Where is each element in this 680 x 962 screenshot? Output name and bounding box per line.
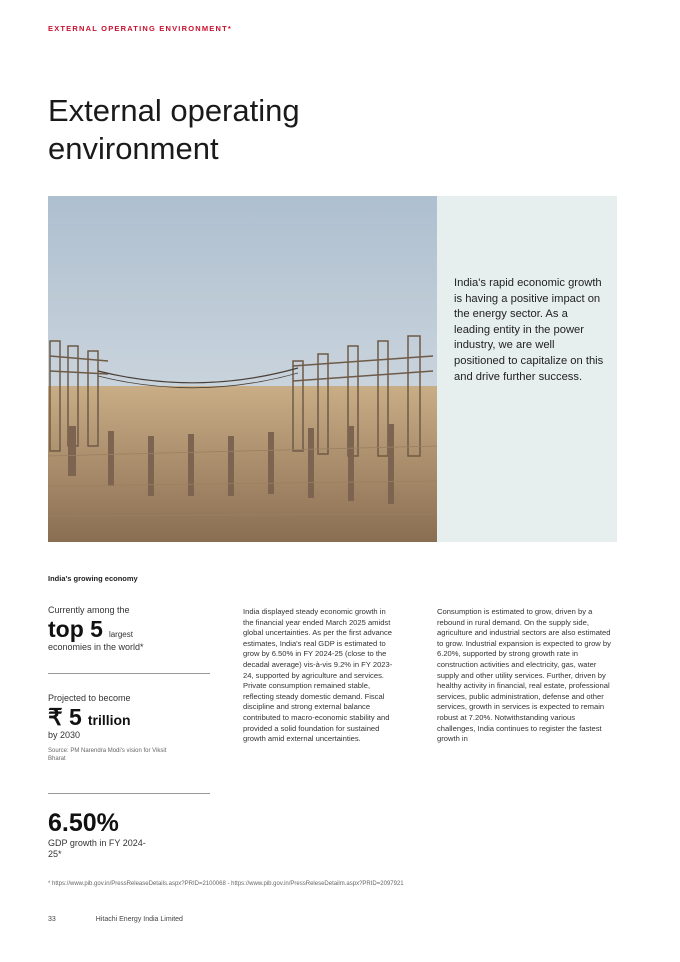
stat-top5 — [48, 604, 210, 674]
page-title: External operating environment — [48, 93, 300, 166]
stat-gdp — [48, 794, 210, 860]
stat-value: 6.50% — [48, 809, 119, 837]
section-subheading: India's growing economy — [48, 574, 138, 583]
hero-quote-text: India's rapid economic growth is having a positive impact on the energy sector. As a leading entity in the power industry, we are well positioned to capitalize on this and drive further success. — [454, 277, 604, 383]
stat-value: ₹ 5 — [48, 704, 82, 730]
footnote: * https://www.pib.gov.in/PressReleaseDetails.aspx?PRID=2100068 - https://www.pib.gov.in/PressReleseDetailm.aspx?PRID=2097921 — [48, 881, 404, 887]
body-column-2: Consumption is estimated to grow, driven by a rebound in rural demand. On the supply side, agriculture and industrial sectors are also estimated to grow. Industrial expansion is expected to grow by 6.20%, supported by strong growth rate in construction activities and electricity, gas, water supply and other utility services. Further, driven by healthy activity in financial, real estate, professional services, public administration, defense and other services, growth in services is expected to remain robust at 7.20%. Notwithstanding various challenges, India continues to register the fastest growth in — [437, 607, 611, 744]
stat-value: top 5 — [48, 616, 103, 642]
stat-side: largest — [108, 630, 133, 639]
body-column-1: India displayed steady economic growth in the financial year ended March 2025 amidst global uncertainties. As per the first advance estimates, India's real GDP is estimated to grow by 6.50% in FY 2024-25 (close to the decadal average) vis-à-vis 9.2% in FY 2023-24, supported by agriculture and services. Private consumption remained stable, reflecting steady domestic demand. Fiscal discipline and strong external balance contributed to macro-economic stability and provided a solid foundation for sustained growth amid external uncertainties. — [243, 607, 393, 744]
hero-quote-panel — [437, 196, 617, 542]
hero-image — [48, 196, 437, 542]
page-footer — [48, 916, 608, 923]
section-label: EXTERNAL OPERATING ENVIRONMENT* — [48, 24, 233, 33]
stat-sub: economies in the world* — [48, 642, 144, 652]
stat-source: Source: PM Narendra Modi's vision for Viksit Bharat — [48, 748, 167, 762]
substation-photo — [48, 196, 437, 542]
company-name: Hitachi Energy India Limited — [95, 916, 183, 923]
stat-lead: Currently among the — [48, 605, 130, 615]
stat-unit: trillion — [87, 712, 131, 728]
stat-caption: GDP growth in FY 2024-25* — [48, 838, 146, 859]
stat-lead: Projected to become — [48, 693, 131, 703]
stat-sub: by 2030 — [48, 730, 81, 740]
stat-5trillion — [48, 674, 210, 794]
page-number: 33 — [48, 916, 56, 923]
stats-column — [48, 604, 210, 860]
